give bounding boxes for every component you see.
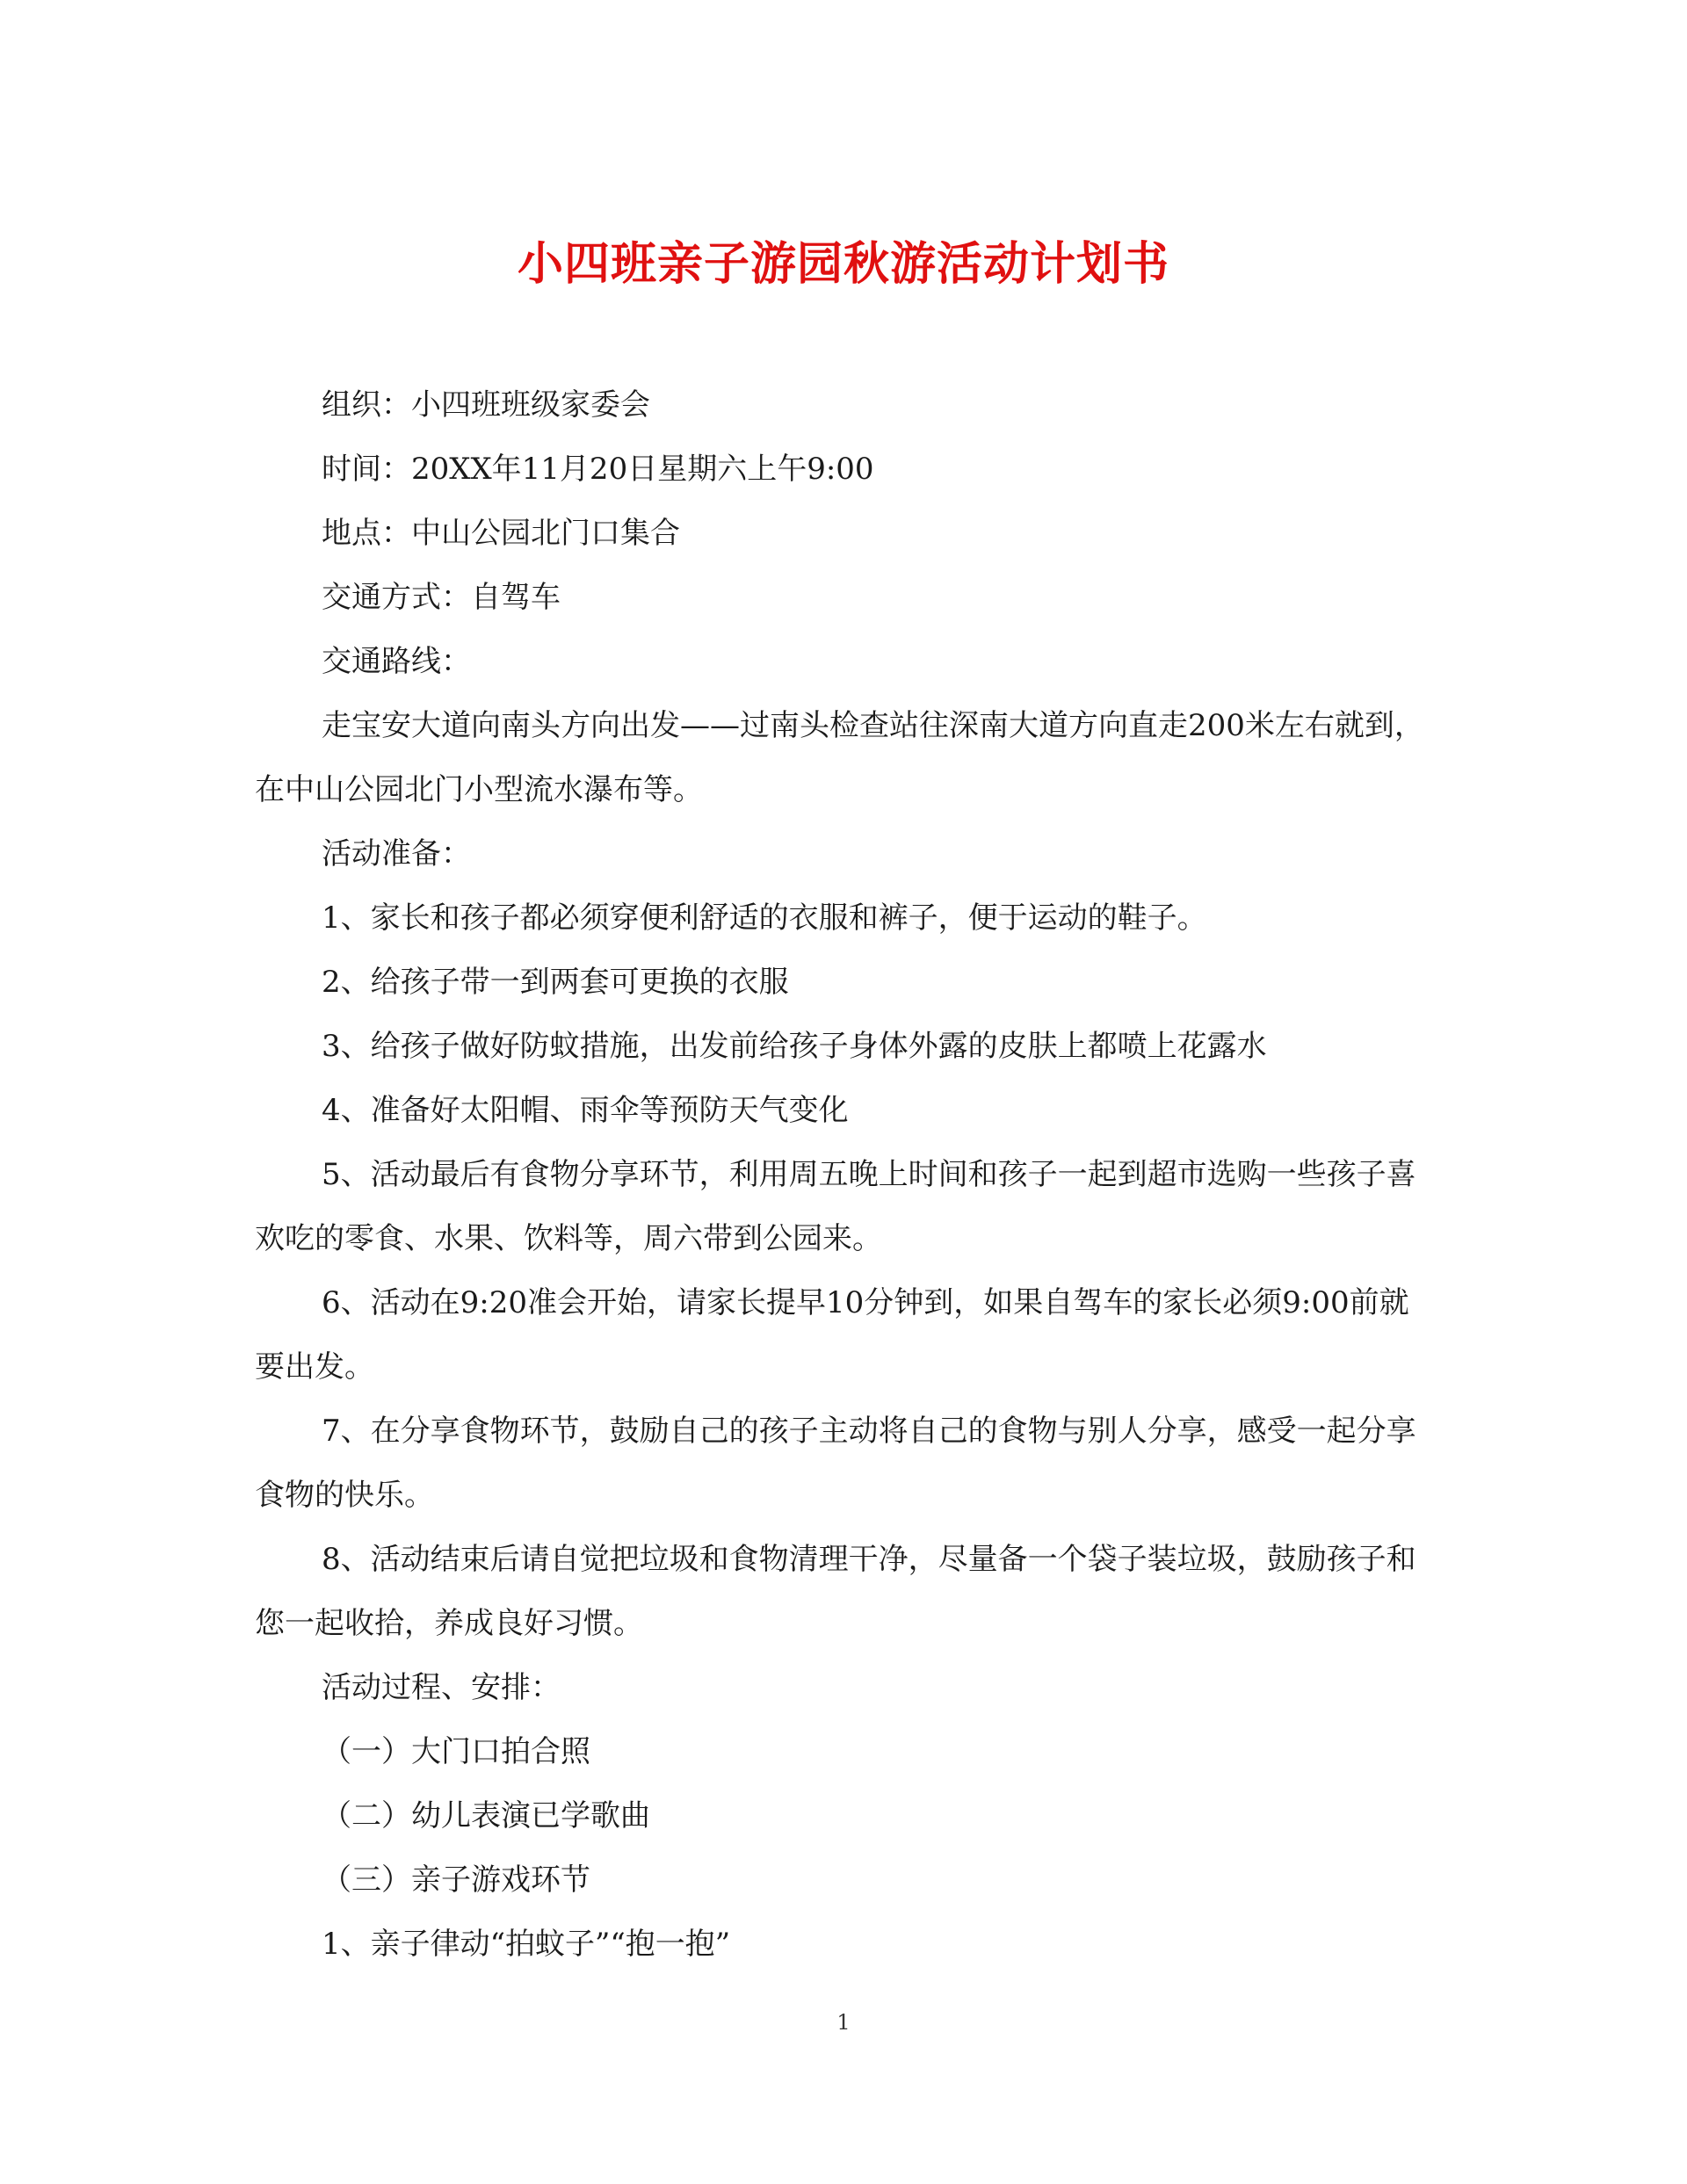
paragraph-preparation-heading: 活动准备： — [322, 836, 471, 871]
paragraph-prep-7: 7、在分享食物环节，鼓励自己的孩子主动将自己的食物与别人分享，感受一起分享食物的快乐。 — [255, 1414, 1416, 1513]
paragraph-transport: 交通方式：自驾车 — [322, 580, 561, 615]
paragraph-route: 走宝安大道向南头方向出发——过南头检查站往深南大道方向直走200米左右就到，在中山公园北门小型流水瀑布等。 — [255, 708, 1424, 807]
paragraph-location: 地点：中山公园北门口集合 — [322, 516, 680, 551]
paragraph-prep-4: 4、准备好太阳帽、雨伞等预防天气变化 — [322, 1093, 849, 1128]
paragraph-prep-1: 1、家长和孩子都必须穿便利舒适的衣服和裤子，便于运动的鞋子。 — [322, 900, 1207, 936]
paragraph-route-heading: 交通路线： — [322, 644, 471, 679]
document-body — [255, 373, 1432, 1977]
paragraph-process-1: （一）大门口拍合照 — [322, 1734, 590, 1769]
page-number: 1 — [836, 2010, 851, 2035]
paragraph-prep-8: 8、活动结束后请自觉把垃圾和食物清理干净，尽量备一个袋子装垃圾，鼓励孩子和您一起收拾，养成良好习惯。 — [255, 1542, 1416, 1641]
paragraph-time: 时间：20XX年11月20日星期六上午9:00 — [322, 452, 874, 487]
paragraph-organizer: 组织：小四班班级家委会 — [322, 387, 650, 423]
paragraph-prep-6: 6、活动在9:20准会开始，请家长提早10分钟到，如果自驾车的家长必须9:00前就要出发。 — [255, 1285, 1409, 1385]
paragraph-process-3: （三）亲子游戏环节 — [322, 1862, 590, 1898]
paragraph-prep-5: 5、活动最后有食物分享环节，利用周五晚上时间和孩子一起到超市选购一些孩子喜欢吃的零食、水果、饮料等，周六带到公园来。 — [255, 1157, 1416, 1256]
paragraph-prep-3: 3、给孩子做好防蚊措施，出发前给孩子身体外露的皮肤上都喷上花露水 — [322, 1029, 1267, 1064]
paragraph-process-2: （二）幼儿表演已学歌曲 — [322, 1798, 650, 1833]
paragraph-prep-2: 2、给孩子带一到两套可更换的衣服 — [322, 965, 789, 1000]
paragraph-process-heading: 活动过程、安排： — [322, 1670, 561, 1705]
document-title: 小四班亲子游园秋游活动计划书 — [517, 237, 1169, 291]
paragraph-game-1: 1、亲子律动“拍蚊子”“抱一抱” — [322, 1927, 731, 1962]
